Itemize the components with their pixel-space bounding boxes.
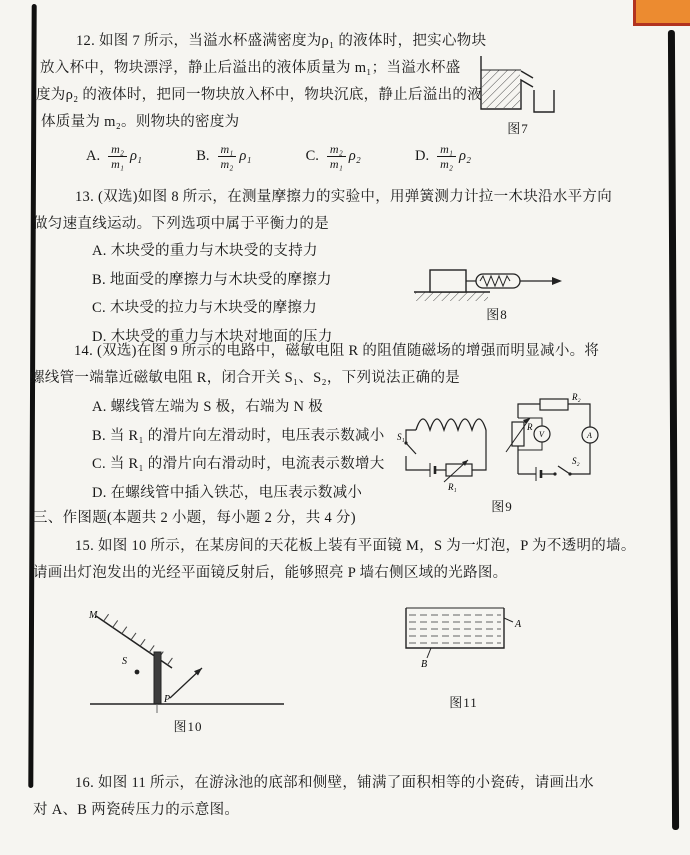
switch2-blade (558, 466, 570, 474)
figure-11-caption: 图11 (449, 695, 478, 710)
pool-walls (406, 608, 504, 648)
spout (521, 71, 533, 78)
coefficient: ρ₁ (239, 148, 252, 164)
option-label: D. (415, 148, 430, 164)
q12-option-c (306, 142, 361, 171)
tile-a-label: A (515, 619, 522, 630)
figure-8-caption: 图8 (486, 307, 508, 322)
question-13-line: 做匀速直线运动。下列选项中属于平衡力的是 (33, 216, 329, 232)
question-12-line: 度为ρ₂ 的液体时，把同一物块放入杯中，物块沉底，静止后溢出的液 (36, 87, 483, 103)
q13-option-b: B. 地面受的摩擦力与木块受的摩擦力 (92, 271, 332, 288)
wall-label: P (164, 694, 171, 705)
q14-option-b: B. 当 R₁ 的滑片向左滑动时，电压表示数减小 (92, 427, 385, 444)
fraction: $\frac{\text{m₁}}{\text{m₂}}$ (218, 142, 237, 171)
question-13-line: 13. (双选)如图 8 所示，在测量摩擦力的实验中，用弹簧测力计拉一木块沿水平方向 (75, 189, 613, 205)
wire (406, 456, 430, 470)
scan-corner-artifact (633, 0, 690, 26)
question-15-line: 请画出灯泡发出的光经平面镜反射后，能够照亮 P 墙右侧区域的光路图。 (33, 565, 508, 581)
rheostat-label: R₁ (448, 482, 457, 492)
q14-option-a: A. 螺线管左端为 S 极，右端为 N 极 (92, 399, 324, 415)
q13-option-c: C. 木块受的拉力与木块受的摩擦力 (92, 300, 318, 316)
liquid-hatch (482, 70, 520, 108)
fraction: $\frac{\text{m₁}}{\text{m₂}}$ (437, 142, 456, 171)
pool-diagram (396, 598, 531, 670)
q14-option-d: D. 在螺线管中插入铁芯，电压表示数减小 (92, 484, 363, 501)
magneto-resistor-r (512, 422, 524, 446)
question-12-line: 放入杯中，物块漂浮，静止后溢出的液体质量为 m₁；当溢水杯盛 (40, 60, 461, 76)
water-lines (409, 615, 501, 643)
opaque-wall (154, 652, 161, 704)
spring-coil (480, 276, 510, 286)
coefficient: ρ₁ (129, 148, 142, 164)
option-label: C. (305, 148, 319, 164)
question-15-line: 15. 如图 10 所示，在某房间的天花板上装有平面镜 M，S 为一灯泡，P 为不透明的墙。 (75, 538, 636, 554)
question-14-line: 14. (双选)在图 9 所示的电路中，磁敏电阻 R 的阻值随磁场的增强而明显减小。将 (74, 343, 600, 359)
question-13-options (92, 237, 333, 351)
question-12-line: 体质量为 m₂。则物块的密度为 (41, 114, 240, 130)
question-14-line: 螺线管一端靠近磁敏电阻 R，闭合开关 S₁、S₂，下列说法正确的是 (30, 370, 461, 386)
collecting-cup (534, 90, 554, 112)
figure-10 (88, 606, 288, 735)
q13-option-a: A. 木块受的重力与木块受的支持力 (92, 243, 318, 259)
question-14-options (92, 393, 385, 507)
tile-b-leader (427, 648, 431, 658)
tile-b-label: B (421, 659, 428, 670)
voltmeter-label: V (539, 430, 544, 439)
tile-a-leader (504, 618, 513, 622)
friction-experiment-diagram (412, 254, 582, 302)
fraction: $\frac{\text{m₂}}{\text{m₁}}$ (327, 142, 346, 171)
q14-option-c: C. 当 R₁ 的滑片向右滑动时，电流表示数增大 (92, 456, 385, 472)
switch1-blade (406, 443, 416, 454)
figure-7 (468, 50, 568, 137)
question-16 (33, 770, 673, 824)
q13-option-d: D. 木块受的重力与木块对地面的压力 (92, 328, 333, 345)
overflow-cup-diagram (468, 50, 568, 116)
coefficient: ρ₂ (348, 148, 361, 164)
solenoid-coil (416, 419, 486, 430)
question-16-line: 16. 如图 11 所示，在游泳池的底部和侧壁，铺满了面积相等的小瓷砖，请画出水 (75, 775, 594, 791)
figure-10-caption: 图10 (173, 719, 203, 734)
figure-9-caption: 图9 (491, 499, 513, 514)
ground-hatch (415, 292, 488, 301)
wire (406, 430, 416, 442)
resistor-r-label: R (527, 422, 533, 432)
coefficient: ρ₂ (458, 148, 471, 164)
option-label: B. (196, 148, 210, 164)
lamp-label: S (122, 656, 127, 667)
q12-option-b (196, 142, 251, 171)
resistor-r2-label: R₂ (572, 392, 581, 402)
question-15 (33, 533, 673, 587)
switch1-label: S₁ (397, 432, 405, 442)
figure-9 (396, 390, 608, 515)
fraction: $\frac{\text{m₂}}{\text{m₁}}$ (108, 142, 127, 171)
mirror-wall-diagram (88, 606, 288, 714)
scan-edge-artifact-right (668, 30, 679, 830)
mirror-label: M (89, 610, 98, 621)
pull-arrowhead (552, 277, 562, 285)
mirror-hatching (104, 614, 173, 665)
figure-7-caption: 图7 (507, 121, 529, 136)
circuit-diagram (396, 390, 608, 494)
option-label: A. (86, 148, 101, 164)
wood-block (430, 270, 466, 292)
rheostat-r1 (446, 464, 472, 476)
question-12-options (86, 142, 471, 171)
resistor-r2 (540, 399, 568, 410)
question-13 (33, 184, 665, 238)
lamp-dot (135, 670, 140, 675)
ammeter-label: A (587, 431, 592, 440)
figure-8 (412, 254, 582, 323)
question-12-line: 12. 如图 7 所示，当溢水杯盛满密度为ρ₁ 的液体时，把实心物块 (76, 33, 487, 49)
question-14 (30, 338, 670, 392)
question-16-line: 对 A、B 两瓷砖压力的示意图。 (33, 802, 240, 818)
figure-11 (396, 598, 531, 711)
wire (472, 430, 486, 470)
switch2-label: S₂ (572, 456, 580, 466)
q12-option-a (86, 142, 142, 171)
question-12 (36, 28, 487, 136)
section-3-heading: 三、作图题(本题共 2 小题，每小题 2 分，共 4 分) (33, 510, 356, 526)
q12-option-d (415, 142, 471, 171)
